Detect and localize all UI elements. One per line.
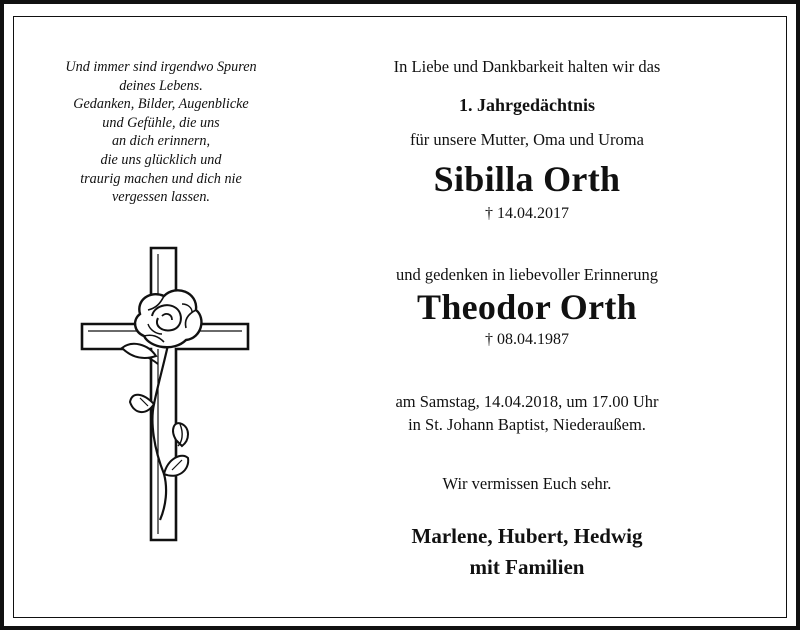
poem-line: Gedanken, Bilder, Augenblicke — [73, 96, 249, 113]
signature-names: Marlene, Hubert, Hedwig — [411, 524, 643, 548]
remember-text: und gedenken in liebevoller Erinnerung — [395, 265, 659, 284]
poem-line: deines Lebens. — [119, 77, 203, 94]
death-date-2: † 08.04.1987 — [485, 331, 569, 348]
occasion-title: 1. Jahrgedächtnis — [458, 95, 595, 115]
cross-with-rose-icon — [78, 244, 254, 544]
service-date: am Samstag, 14.04.2018, um 17.00 Uhr — [395, 392, 659, 411]
signature-family: mit Familien — [469, 555, 585, 579]
deceased-name-2: Theodor Orth — [417, 287, 637, 327]
poem-line: Und immer sind irgendwo Spuren — [65, 59, 257, 75]
poem-line: an dich erinnern, — [111, 133, 211, 150]
poem-line: die uns glücklich und — [100, 151, 222, 168]
relation-text: für unsere Mutter, Oma und Uroma — [410, 130, 644, 149]
service-place: in St. Johann Baptist, Niederaußem. — [408, 415, 646, 434]
intro-text: In Liebe und Dankbarkeit halten wir das — [393, 57, 661, 76]
poem-line: vergessen lassen. — [112, 189, 210, 206]
miss-text: Wir vermissen Euch sehr. — [442, 474, 612, 493]
death-date-1: † 14.04.2017 — [485, 205, 569, 222]
poem-line: traurig machen und dich nie — [80, 170, 242, 187]
poem-line: und Gefühle, die uns — [102, 114, 220, 131]
memorial-poem — [32, 58, 290, 207]
deceased-name-1: Sibilla Orth — [433, 159, 621, 199]
